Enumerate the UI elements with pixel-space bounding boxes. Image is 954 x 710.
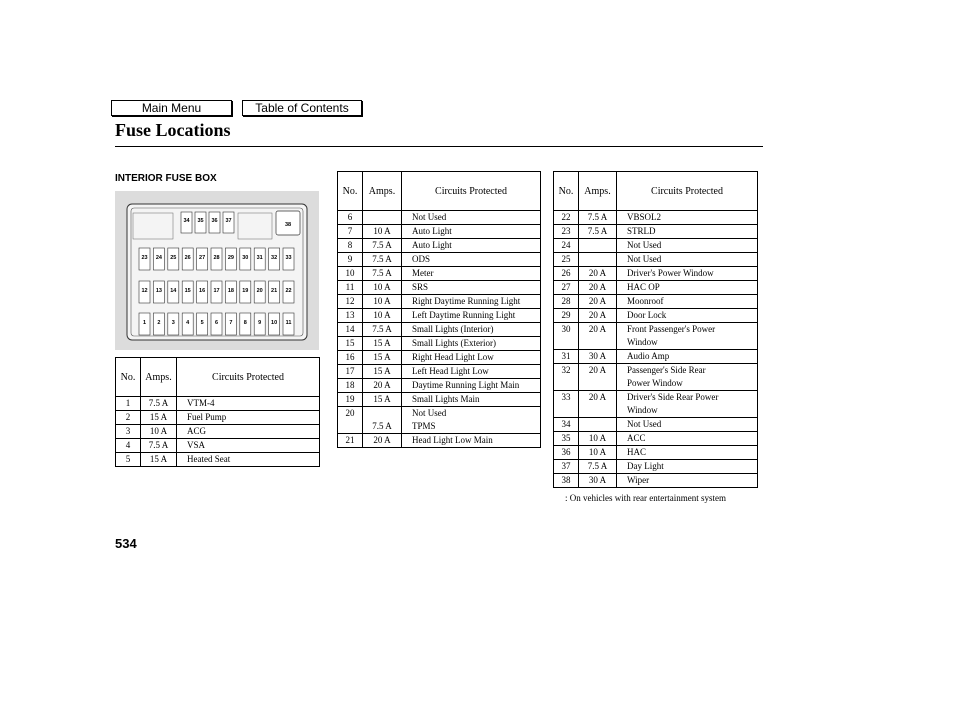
fuse-amps: 15 A: [141, 453, 177, 467]
fuse-circuit: Left Head Light Low: [402, 365, 541, 379]
fuse-box-diagram: [115, 191, 319, 350]
fuse-amps: 7.5 A: [141, 397, 177, 411]
fuse-amps: 10 A: [363, 281, 402, 295]
fuse-amps: [363, 407, 402, 421]
fuse-number-label: 3: [171, 320, 175, 326]
fuse-table-3: [553, 171, 758, 488]
fuse-number-label: 24: [155, 255, 162, 261]
fuse-number-label: 22: [285, 288, 292, 294]
fuse-circuit: STRLD: [617, 225, 758, 239]
fuse-number-label: 31: [256, 255, 263, 261]
fuse-circuit: Not Used: [617, 253, 758, 267]
fuse-number: 26: [554, 267, 579, 281]
fuse-number-label: 5: [200, 320, 204, 326]
fuse-amps: 7.5 A: [579, 211, 617, 225]
fuse-amps: 15 A: [363, 337, 402, 351]
fuse-circuit: Meter: [402, 267, 541, 281]
fuse-number: [554, 336, 579, 350]
fuse-number: 2: [116, 411, 141, 425]
table-row: [338, 393, 541, 407]
fuse-number-label: 2: [157, 320, 161, 326]
table-row: [338, 239, 541, 253]
fuse-number: 32: [554, 364, 579, 378]
fuse-number-label: 29: [227, 255, 234, 261]
table-row: [554, 239, 758, 253]
fuse-amps: [579, 404, 617, 418]
table-row: [554, 446, 758, 460]
fuse-circuit: Door Lock: [617, 309, 758, 323]
col-header-circuits: Circuits Protected: [617, 172, 758, 211]
fuse-circuit: Left Daytime Running Light: [402, 309, 541, 323]
fuse-amps: 30 A: [579, 350, 617, 364]
fuse-amps: 20 A: [579, 323, 617, 337]
table-row: [554, 323, 758, 337]
fuse-circuit: HAC OP: [617, 281, 758, 295]
section-label: INTERIOR FUSE BOX: [115, 173, 217, 184]
fuse-number-label: 34: [183, 218, 190, 224]
fuse-circuit: Not Used: [402, 211, 541, 225]
fuse-table-2: [337, 171, 541, 448]
fuse-number: 24: [554, 239, 579, 253]
fuse-circuit: Head Light Low Main: [402, 434, 541, 448]
col-header-amps: Amps.: [141, 358, 177, 397]
fuse-number: 37: [554, 460, 579, 474]
fuse-amps: 7.5 A: [579, 225, 617, 239]
fuse-number: 13: [338, 309, 363, 323]
fuse-number-label: 13: [155, 288, 162, 294]
table-row: [554, 377, 758, 391]
fuse-amps: [363, 211, 402, 225]
fuse-number-label: 20: [256, 288, 263, 294]
table-row: [554, 309, 758, 323]
table-row: [554, 295, 758, 309]
table-row: [338, 337, 541, 351]
fuse-circuit: Small Lights Main: [402, 393, 541, 407]
fuse-number: [554, 377, 579, 391]
fuse-number-label: 23: [141, 255, 148, 261]
fuse-amps: 10 A: [579, 432, 617, 446]
fuse-number-label: 15: [184, 288, 191, 294]
fuse-number: 9: [338, 253, 363, 267]
table-row: [116, 453, 320, 467]
fuse-circuit: Driver's Power Window: [617, 267, 758, 281]
fuse-amps: 20 A: [579, 309, 617, 323]
fuse-number-label: 25: [170, 255, 177, 261]
footnote: : On vehicles with rear entertainment system: [565, 493, 726, 503]
fuse-number: 8: [338, 239, 363, 253]
table-row: [554, 267, 758, 281]
table-row: [116, 397, 320, 411]
table-row: [338, 295, 541, 309]
table-row: [116, 439, 320, 453]
table-row: [116, 411, 320, 425]
fuse-number: 34: [554, 418, 579, 432]
fuse-number: 35: [554, 432, 579, 446]
fuse-number: 10: [338, 267, 363, 281]
fuse-amps: 10 A: [579, 446, 617, 460]
table-row: [554, 418, 758, 432]
fuse-circuit: TPMS: [402, 420, 541, 434]
fuse-amps: 7.5 A: [141, 439, 177, 453]
fuse-amps: 20 A: [579, 391, 617, 405]
table-row: [338, 379, 541, 393]
col-header-no: No.: [554, 172, 579, 211]
fuse-number: 36: [554, 446, 579, 460]
fuse-circuit: ODS: [402, 253, 541, 267]
fuse-circuit: Not Used: [617, 239, 758, 253]
table-row: [338, 267, 541, 281]
table-row: [554, 336, 758, 350]
fuse-number-label: 28: [213, 255, 220, 261]
table-row: [338, 420, 541, 434]
fuse-amps: 10 A: [363, 309, 402, 323]
fuse-number-label: 36: [211, 218, 218, 224]
col-header-circuits: Circuits Protected: [402, 172, 541, 211]
fuse-number-label: 21: [271, 288, 278, 294]
fuse-circuit: Daytime Running Light Main: [402, 379, 541, 393]
fuse-number: 25: [554, 253, 579, 267]
table-of-contents-button[interactable]: Table of Contents: [242, 100, 362, 116]
fuse-amps: 20 A: [579, 364, 617, 378]
fuse-amps: 20 A: [363, 434, 402, 448]
fuse-number-label: 27: [199, 255, 206, 261]
col-header-amps: Amps.: [579, 172, 617, 211]
main-menu-button[interactable]: Main Menu: [111, 100, 232, 116]
fuse-number-label: 17: [213, 288, 220, 294]
fuse-circuit: SRS: [402, 281, 541, 295]
fuse-circuit: VBSOL2: [617, 211, 758, 225]
fuse-number-label: 4: [186, 320, 190, 326]
fuse-circuit: VSA: [177, 439, 320, 453]
fuse-number-label: 30: [242, 255, 249, 261]
fuse-number: 16: [338, 351, 363, 365]
fuse-number: 12: [338, 295, 363, 309]
table-row: [338, 323, 541, 337]
fuse-number: 38: [554, 474, 579, 488]
fuse-number: 27: [554, 281, 579, 295]
fuse-amps: 15 A: [363, 351, 402, 365]
fuse-number: 28: [554, 295, 579, 309]
page-title: Fuse Locations: [115, 120, 231, 140]
fuse-number: 1: [116, 397, 141, 411]
fuse-number-label: 38: [284, 222, 292, 228]
fuse-number-label: 14: [170, 288, 177, 294]
table-row: [554, 253, 758, 267]
fuse-number: 15: [338, 337, 363, 351]
fuse-circuit: Auto Light: [402, 225, 541, 239]
fuse-amps: 7.5 A: [363, 239, 402, 253]
fuse-circuit: Not Used: [402, 407, 541, 421]
fuse-number: 30: [554, 323, 579, 337]
fuse-number-label: 18: [227, 288, 234, 294]
table-row: [338, 225, 541, 239]
fuse-number-label: 16: [199, 288, 206, 294]
col-header-no: No.: [116, 358, 141, 397]
fuse-number: 5: [116, 453, 141, 467]
fuse-number: 14: [338, 323, 363, 337]
table-row: [554, 364, 758, 378]
fuse-number: 18: [338, 379, 363, 393]
fuse-circuit: Heated Seat: [177, 453, 320, 467]
fuse-circuit: Window: [617, 404, 758, 418]
fuse-number-label: 12: [141, 288, 148, 294]
fuse-circuit: Window: [617, 336, 758, 350]
table-row: [338, 309, 541, 323]
fuse-amps: [579, 336, 617, 350]
fuse-table-1: [115, 357, 320, 467]
fuse-circuit: Small Lights (Exterior): [402, 337, 541, 351]
fuse-circuit: Fuel Pump: [177, 411, 320, 425]
fuse-number-label: 10: [271, 320, 278, 326]
table-row: [554, 281, 758, 295]
fuse-amps: 15 A: [363, 393, 402, 407]
table-row: [554, 460, 758, 474]
fuse-circuit: Passenger's Side Rear: [617, 364, 758, 378]
fuse-circuit: ACC: [617, 432, 758, 446]
fuse-circuit: Wiper: [617, 474, 758, 488]
fuse-number-label: 11: [285, 320, 292, 326]
fuse-number-label: 8: [243, 320, 247, 326]
col-header-no: No.: [338, 172, 363, 211]
fuse-amps: 10 A: [363, 225, 402, 239]
page-number: 534: [115, 536, 137, 551]
table-row: [338, 434, 541, 448]
fuse-amps: 15 A: [363, 365, 402, 379]
fuse-number-label: 1: [142, 320, 147, 326]
title-divider: [115, 146, 763, 147]
fuse-circuit: Day Light: [617, 460, 758, 474]
fuse-circuit: ACG: [177, 425, 320, 439]
fuse-amps: 20 A: [579, 267, 617, 281]
fuse-circuit: VTM-4: [177, 397, 320, 411]
fuse-amps: [579, 239, 617, 253]
fuse-circuit: Driver's Side Rear Power: [617, 391, 758, 405]
table-row: [554, 350, 758, 364]
fuse-number-label: 19: [242, 288, 249, 294]
fuse-amps: 7.5 A: [363, 253, 402, 267]
fuse-number: 19: [338, 393, 363, 407]
col-header-amps: Amps.: [363, 172, 402, 211]
fuse-circuit: Small Lights (Interior): [402, 323, 541, 337]
fuse-amps: [579, 418, 617, 432]
fuse-circuit: Right Daytime Running Light: [402, 295, 541, 309]
fuse-amps: [579, 377, 617, 391]
fuse-number: 20: [338, 407, 363, 421]
fuse-number: 7: [338, 225, 363, 239]
table-row: [554, 211, 758, 225]
fuse-number: 33: [554, 391, 579, 405]
table-row: [338, 351, 541, 365]
fuse-number: 29: [554, 309, 579, 323]
fuse-circuit: HAC: [617, 446, 758, 460]
fuse-amps: 7.5 A: [363, 323, 402, 337]
fuse-number: 11: [338, 281, 363, 295]
fuse-number-label: 37: [225, 218, 232, 224]
fuse-amps: 10 A: [363, 295, 402, 309]
fuse-number-label: 9: [258, 320, 262, 326]
table-row: [338, 253, 541, 267]
col-header-circuits: Circuits Protected: [177, 358, 320, 397]
fuse-number: 31: [554, 350, 579, 364]
fuse-amps: 7.5 A: [363, 267, 402, 281]
table-row: [554, 404, 758, 418]
fuse-amps: 20 A: [579, 281, 617, 295]
fuse-number-label: 6: [214, 320, 219, 326]
fuse-number-label: 33: [285, 255, 292, 261]
table-row: [338, 365, 541, 379]
fuse-number-label: 26: [184, 255, 191, 261]
fuse-number-label: 32: [271, 255, 278, 261]
fuse-number: 3: [116, 425, 141, 439]
fuse-amps: 20 A: [579, 295, 617, 309]
fuse-box-drawing: [115, 191, 319, 350]
fuse-circuit: Moonroof: [617, 295, 758, 309]
fuse-number: 6: [338, 211, 363, 225]
table-row: [554, 391, 758, 405]
fuse-amps: 7.5 A: [363, 420, 402, 434]
fuse-number: 23: [554, 225, 579, 239]
table-row: [554, 474, 758, 488]
fuse-number: [554, 404, 579, 418]
fuse-number: 17: [338, 365, 363, 379]
fuse-amps: 7.5 A: [579, 460, 617, 474]
fuse-number: [338, 420, 363, 434]
fuse-amps: 30 A: [579, 474, 617, 488]
table-row: [338, 211, 541, 225]
fuse-circuit: Front Passenger's Power: [617, 323, 758, 337]
fuse-circuit: Power Window: [617, 377, 758, 391]
fuse-number: 22: [554, 211, 579, 225]
fuse-circuit: Not Used: [617, 418, 758, 432]
fuse-circuit: Auto Light: [402, 239, 541, 253]
fuse-amps: 10 A: [141, 425, 177, 439]
table-row: [338, 407, 541, 421]
table-row: [338, 281, 541, 295]
fuse-number: 4: [116, 439, 141, 453]
fuse-amps: 20 A: [363, 379, 402, 393]
fuse-number-label: 35: [197, 218, 204, 224]
fuse-number: 21: [338, 434, 363, 448]
fuse-circuit: Audio Amp: [617, 350, 758, 364]
fuse-amps: 15 A: [141, 411, 177, 425]
table-row: [554, 432, 758, 446]
table-row: [554, 225, 758, 239]
fuse-circuit: Right Head Light Low: [402, 351, 541, 365]
fuse-amps: [579, 253, 617, 267]
fuse-number-label: 7: [229, 320, 233, 326]
table-row: [116, 425, 320, 439]
